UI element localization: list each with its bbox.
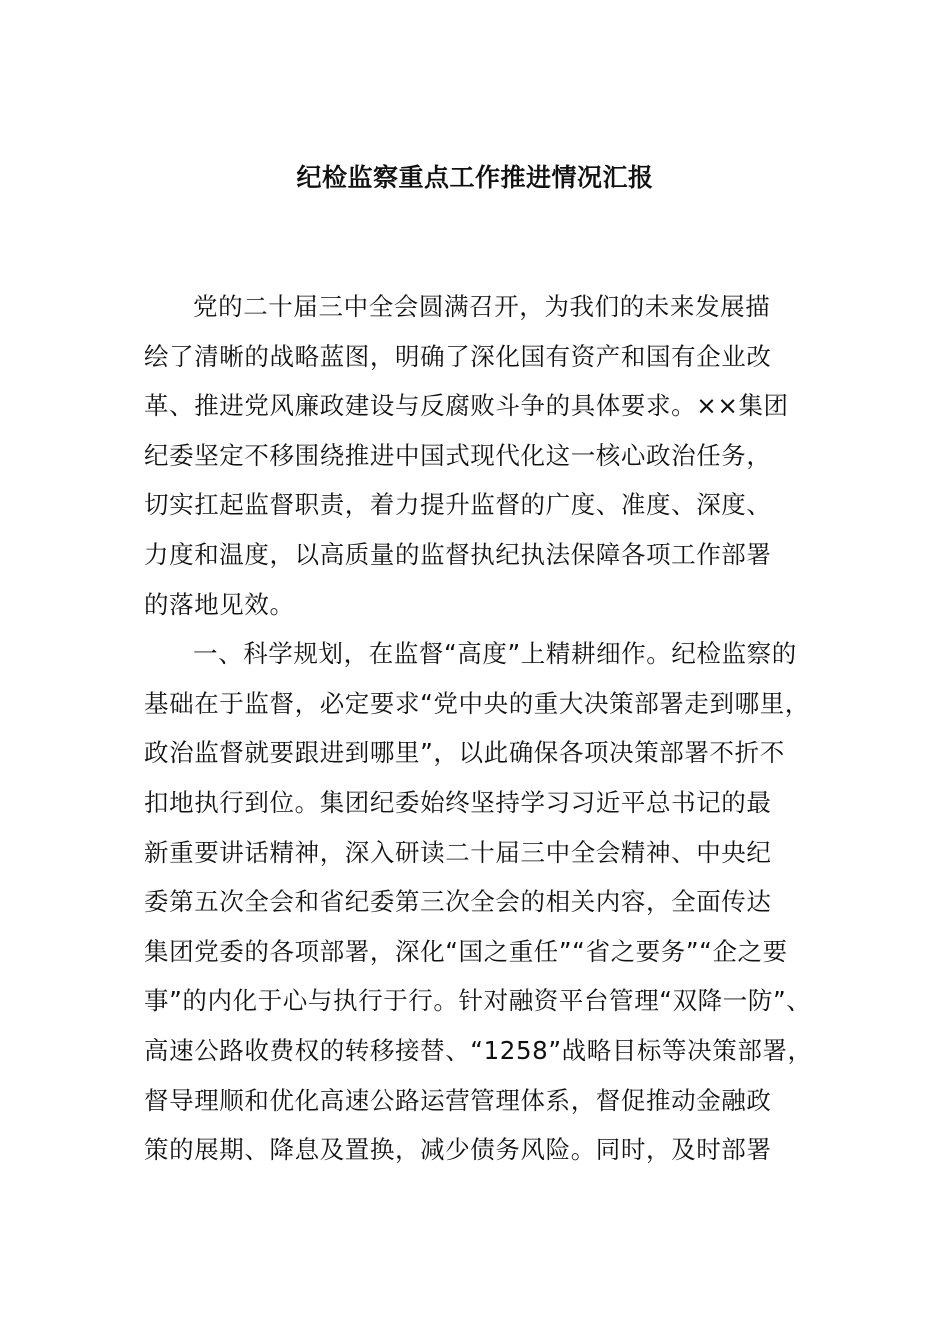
paragraph-1-line-2: 绘了清晰的战略蓝图，明确了深化国有资产和国有企业改 [144, 341, 772, 371]
paragraph-2-line-3: 政治监督就要跟进到哪里”，以此确保各项决策部署不折不 [144, 738, 785, 768]
paragraph-2-line-9: 高速公路收费权的转移接替、“1258”战略目标等决策部署， [144, 1035, 813, 1065]
document-title: 纪检监察重点工作推进情况汇报 [296, 163, 654, 192]
paragraph-1-line-5: 切实扛起监督职责，着力提升监督的广度、准度、深度、 [144, 490, 772, 520]
paragraph-2-line-6: 委第五次全会和省纪委第三次全会的相关内容，全面传达 [144, 887, 772, 917]
paragraph-1-line-3: 革、推进党风廉政建设与反腐败斗争的具体要求。××集团 [144, 391, 789, 421]
document-body [144, 282, 830, 1175]
paragraph-2-line-7: 集团党委的各项部署，深化“国之重任”“省之要务”“企之要 [144, 936, 788, 966]
paragraph-2-line-1: 一、科学规划，在监督“高度”上精耕细作。纪检监察的 [193, 639, 797, 669]
paragraph-2-line-4: 扣地执行到位。集团纪委始终坚持学习习近平总书记的最 [144, 787, 772, 817]
paragraph-1-line-1: 党的二十届三中全会圆满召开，为我们的未来发展描 [193, 292, 771, 321]
paragraph-2-line-11: 策的展期、降息及置换，减少债务风险。同时，及时部署 [144, 1135, 772, 1165]
paragraph-2-line-5: 新重要讲话精神，深入研读二十届三中全会精神、中央纪 [144, 837, 772, 867]
paragraph-1-line-6: 力度和温度，以高质量的监督执纪执法保障各项工作部署 [144, 539, 772, 569]
paragraph-2-line-10: 督导理顺和优化高速公路运营管理体系，督促推动金融政 [144, 1085, 772, 1115]
paragraph-2-line-8: 事”的内化于心与执行于行。针对融资平台管理“双降一防”、 [144, 986, 812, 1016]
paragraph-1-line-7: 的落地见效。 [144, 589, 295, 619]
paragraph-2-line-2: 基础在于监督，必定要求“党中央的重大决策部署走到哪里， [144, 688, 810, 718]
paragraph-1-line-4: 纪委坚定不移围绕推进中国式现代化这一核心政治任务， [144, 440, 772, 470]
